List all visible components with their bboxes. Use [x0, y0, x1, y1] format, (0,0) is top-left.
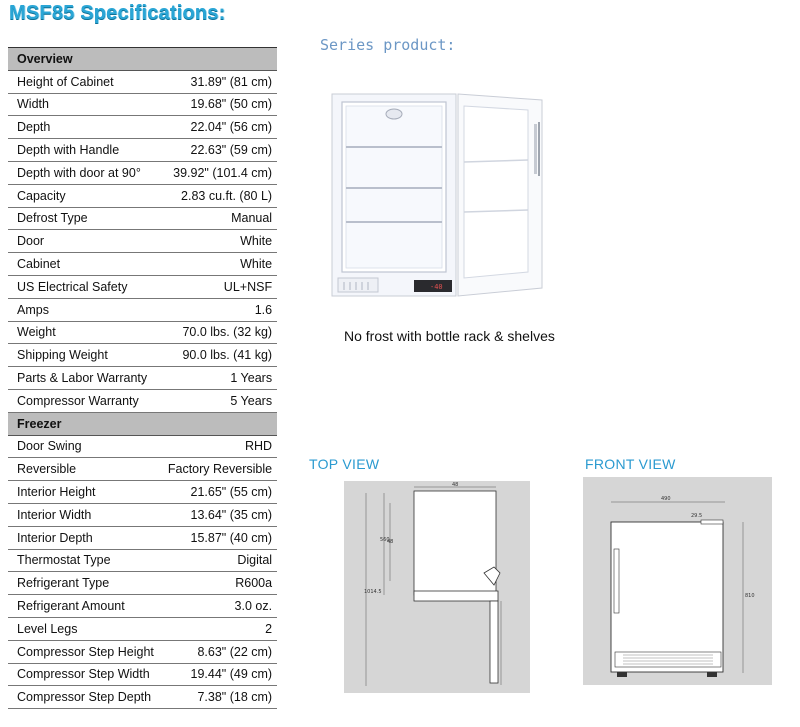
spec-label: Refrigerant Amount — [8, 595, 159, 618]
spec-row — [8, 93, 277, 116]
display-readout: -40 — [430, 283, 443, 291]
spec-value: 2.83 cu.ft. (80 L) — [159, 184, 277, 207]
spec-value: 1 Years — [159, 367, 277, 390]
spec-label: Depth with door at 90° — [8, 161, 159, 184]
front-view-label: FRONT VIEW — [585, 456, 676, 472]
spec-row — [8, 161, 277, 184]
spec-label: Parts & Labor Warranty — [8, 367, 159, 390]
spec-value: R600a — [159, 572, 277, 595]
spec-row — [8, 526, 277, 549]
section-title: Freezer — [8, 412, 277, 435]
spec-label: Thermostat Type — [8, 549, 159, 572]
spec-label: Interior Depth — [8, 526, 159, 549]
spec-value: Digital — [159, 549, 277, 572]
spec-label: Shipping Weight — [8, 344, 159, 367]
spec-row — [8, 663, 277, 686]
spec-label: Interior Width — [8, 503, 159, 526]
spec-row — [8, 640, 277, 663]
spec-label: Interior Height — [8, 481, 159, 504]
spec-value: 22.63" (59 cm) — [159, 139, 277, 162]
section-header — [8, 48, 277, 71]
spec-row — [8, 435, 277, 458]
spec-label: Height of Cabinet — [8, 70, 159, 93]
spec-label: Cabinet — [8, 253, 159, 276]
spec-value: 21.65" (55 cm) — [159, 481, 277, 504]
top-dim-total: 1014.5 — [364, 589, 382, 595]
spec-label: Door — [8, 230, 159, 253]
spec-row — [8, 481, 277, 504]
spec-label: Compressor Warranty — [8, 389, 159, 412]
product-image — [330, 92, 548, 298]
spec-value: 39.92" (101.4 cm) — [159, 161, 277, 184]
front-dim-top: 29.5 — [691, 513, 703, 519]
spec-value: 7.38" (18 cm) — [159, 686, 277, 709]
section-title: Overview — [8, 48, 277, 71]
spec-label: Depth — [8, 116, 159, 139]
spec-label: Compressor Step Height — [8, 640, 159, 663]
front-dim-width: 490 — [661, 496, 671, 502]
top-dim-small: 48 — [387, 539, 394, 545]
spec-label: Amps — [8, 298, 159, 321]
spec-row — [8, 389, 277, 412]
spec-value: 5 Years — [159, 389, 277, 412]
spec-value: 15.87" (40 cm) — [159, 526, 277, 549]
series-product-label: Series product: — [320, 36, 456, 54]
spec-value: RHD — [159, 435, 277, 458]
top-view-label: TOP VIEW — [309, 456, 380, 472]
spec-table — [8, 47, 277, 709]
spec-row — [8, 207, 277, 230]
spec-row — [8, 458, 277, 481]
front-dim-height: 810 — [745, 593, 755, 599]
spec-label: Compressor Step Width — [8, 663, 159, 686]
spec-row — [8, 595, 277, 618]
spec-label: Reversible — [8, 458, 159, 481]
spec-value: 19.44" (49 cm) — [159, 663, 277, 686]
front-view-drawing — [583, 477, 772, 685]
spec-label: Compressor Step Depth — [8, 686, 159, 709]
spec-row — [8, 70, 277, 93]
spec-value: 13.64" (35 cm) — [159, 503, 277, 526]
top-dim-depth: 560 — [380, 537, 390, 543]
page-title: MSF85 Specifications: — [9, 2, 226, 24]
spec-row — [8, 572, 277, 595]
spec-row — [8, 116, 277, 139]
spec-value: 90.0 lbs. (41 kg) — [159, 344, 277, 367]
spec-label: Door Swing — [8, 435, 159, 458]
spec-label: Level Legs — [8, 617, 159, 640]
spec-row — [8, 275, 277, 298]
spec-value: White — [159, 230, 277, 253]
spec-row — [8, 367, 277, 390]
spec-row — [8, 549, 277, 572]
spec-value: 8.63" (22 cm) — [159, 640, 277, 663]
spec-value: 3.0 oz. — [159, 595, 277, 618]
spec-label: Weight — [8, 321, 159, 344]
spec-value: 31.89" (81 cm) — [159, 70, 277, 93]
spec-value: 19.68" (50 cm) — [159, 93, 277, 116]
spec-value: 1.6 — [159, 298, 277, 321]
spec-label: Depth with Handle — [8, 139, 159, 162]
spec-label: Capacity — [8, 184, 159, 207]
spec-row — [8, 298, 277, 321]
spec-label: Defrost Type — [8, 207, 159, 230]
spec-row — [8, 344, 277, 367]
spec-value: 2 — [159, 617, 277, 640]
spec-row — [8, 503, 277, 526]
product-caption: No frost with bottle rack & shelves — [344, 328, 555, 344]
spec-label: US Electrical Safety — [8, 275, 159, 298]
spec-value: UL+NSF — [159, 275, 277, 298]
spec-row — [8, 321, 277, 344]
spec-value: 70.0 lbs. (32 kg) — [159, 321, 277, 344]
top-dim-width: 48 — [452, 482, 459, 488]
spec-row — [8, 230, 277, 253]
spec-value: Manual — [159, 207, 277, 230]
spec-row — [8, 253, 277, 276]
spec-row — [8, 184, 277, 207]
spec-value: Factory Reversible — [159, 458, 277, 481]
section-header — [8, 412, 277, 435]
spec-row — [8, 686, 277, 709]
top-view-drawing — [344, 481, 530, 693]
spec-value: White — [159, 253, 277, 276]
spec-label: Refrigerant Type — [8, 572, 159, 595]
spec-row — [8, 139, 277, 162]
spec-value: 22.04" (56 cm) — [159, 116, 277, 139]
spec-row — [8, 617, 277, 640]
spec-label: Width — [8, 93, 159, 116]
